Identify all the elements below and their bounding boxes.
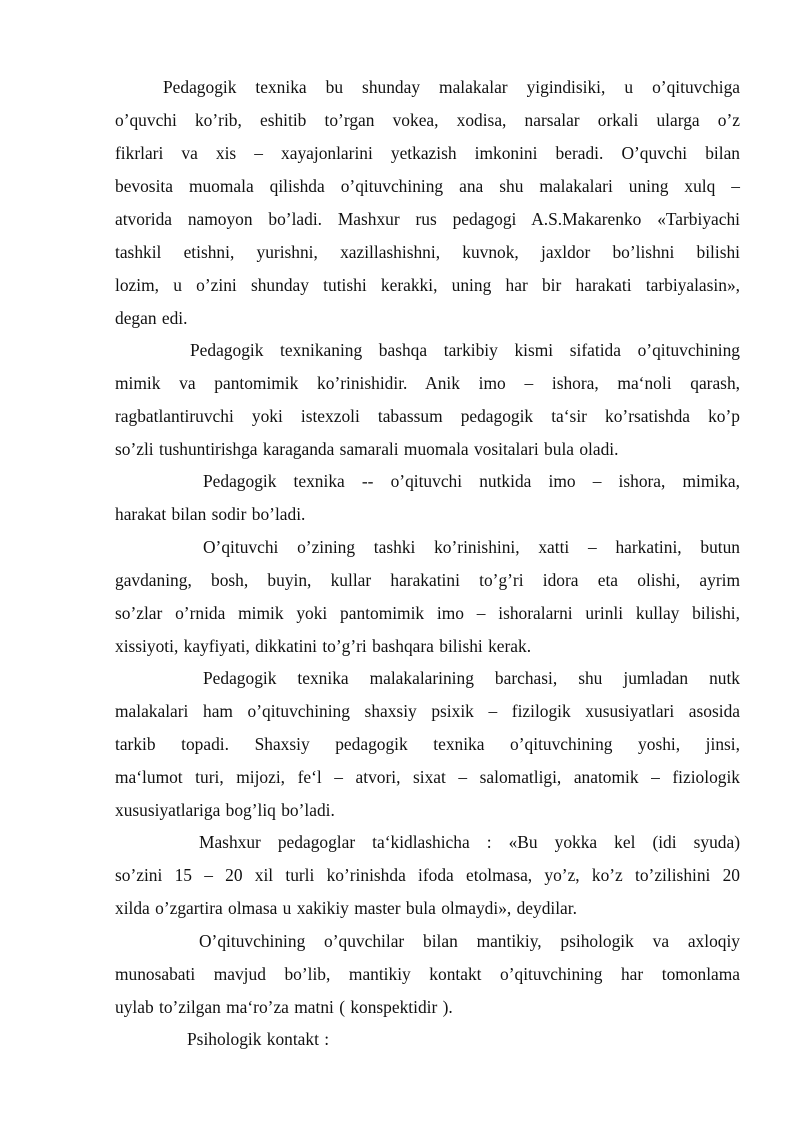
text-line: degan edi. <box>115 308 188 328</box>
text-line: Psihologik kontakt : <box>187 1029 330 1049</box>
text-line: O’qituvchining o’quvchilar bilan mantikiy, psihologik va axloqiy <box>199 931 740 951</box>
text-line: xissiyoti, kayfiyati, dikkatini to’g’ri bashqara bilishi kerak. <box>115 636 532 656</box>
text-line: fikrlari va xis – xayajonlarini yetkazish imkonini beradi. O’quvchi bilan <box>115 143 740 163</box>
text-line: ma‘lumot turi, mijozi, fe‘l – atvori, sixat – salomatligi, anatomik – fiziologik <box>115 767 740 787</box>
text-line: xilda o’zgartira olmasa u xakikiy master bula olmaydi», deydilar. <box>115 898 577 918</box>
text-line: mimik va pantomimik ko’rinishidir. Anik imo – ishora, ma‘noli qarash, <box>115 373 740 393</box>
text-line: Pedagogik texnika -- o’qituvchi nutkida imo – ishora, mimika, <box>203 471 740 491</box>
text-line: tashkil etishni, yurishni, xazillashishni, kuvnok, jaxldor bo’lishni bilishi <box>115 242 740 262</box>
text-line: Pedagogik texnikaning bashqa tarkibiy kismi sifatida o’qituvchining <box>190 340 740 360</box>
text-line: gavdaning, bosh, buyin, kullar harakatini to’g’ri idora eta olishi, ayrim <box>115 570 740 590</box>
text-line: o’quvchi ko’rib, eshitib to’rgan vokea, xodisa, narsalar orkali ularga o’z <box>115 110 740 130</box>
text-line: so’zini 15 – 20 xil turli ko’rinishda ifoda etolmasa, yo’z, ko’z to’zilishini 20 <box>115 865 740 885</box>
text-line: O’qituvchi o’zining tashki ko’rinishini, xatti – harkatini, butun <box>203 537 740 557</box>
text-line: Pedagogik texnika bu shunday malakalar yigindisiki, u o’qituvchiga <box>163 77 740 97</box>
text-line: harakat bilan sodir bo’ladi. <box>115 504 306 524</box>
text-line: uylab to’zilgan ma‘ro’za matni ( konspektidir ). <box>115 997 453 1017</box>
text-line: malakalari ham o’qituvchining shaxsiy psixik – fizilogik xususiyatlari asosida <box>115 701 740 721</box>
text-line: so’zli tushuntirishga karaganda samarali muomala vositalari bula oladi. <box>115 439 619 459</box>
text-line: bevosita muomala qilishda o’qituvchining ana shu malakalari uning xulq – <box>115 176 740 196</box>
text-line: so’zlar o’rnida mimik yoki pantomimik imo – ishoralarni urinli kullay bilishi, <box>115 603 740 623</box>
text-line: atvorida namoyon bo’ladi. Mashxur rus pedagogi A.S.Makarenko «Tarbiyachi <box>115 209 740 229</box>
text-line: xususiyatlariga bog’liq bo’ladi. <box>115 800 335 820</box>
text-line: tarkib topadi. Shaxsiy pedagogik texnika o’qituvchining yoshi, jinsi, <box>115 734 740 754</box>
text-line: lozim, u o’zini shunday tutishi kerakki, uning har bir harakati tarbiyalasin», <box>115 275 740 295</box>
text-line: Mashxur pedagoglar ta‘kidlashicha : «Bu yokka kel (idi syuda) <box>199 832 740 852</box>
text-line: ragbatlantiruvchi yoki istexzoli tabassum pedagogik ta‘sir ko’rsatishda ko’p <box>115 406 740 426</box>
text-line: munosabati mavjud bo’lib, mantikiy kontakt o’qituvchining har tomonlama <box>115 964 740 984</box>
text-line: Pedagogik texnika malakalarining barchasi, shu jumladan nutk <box>203 668 740 688</box>
